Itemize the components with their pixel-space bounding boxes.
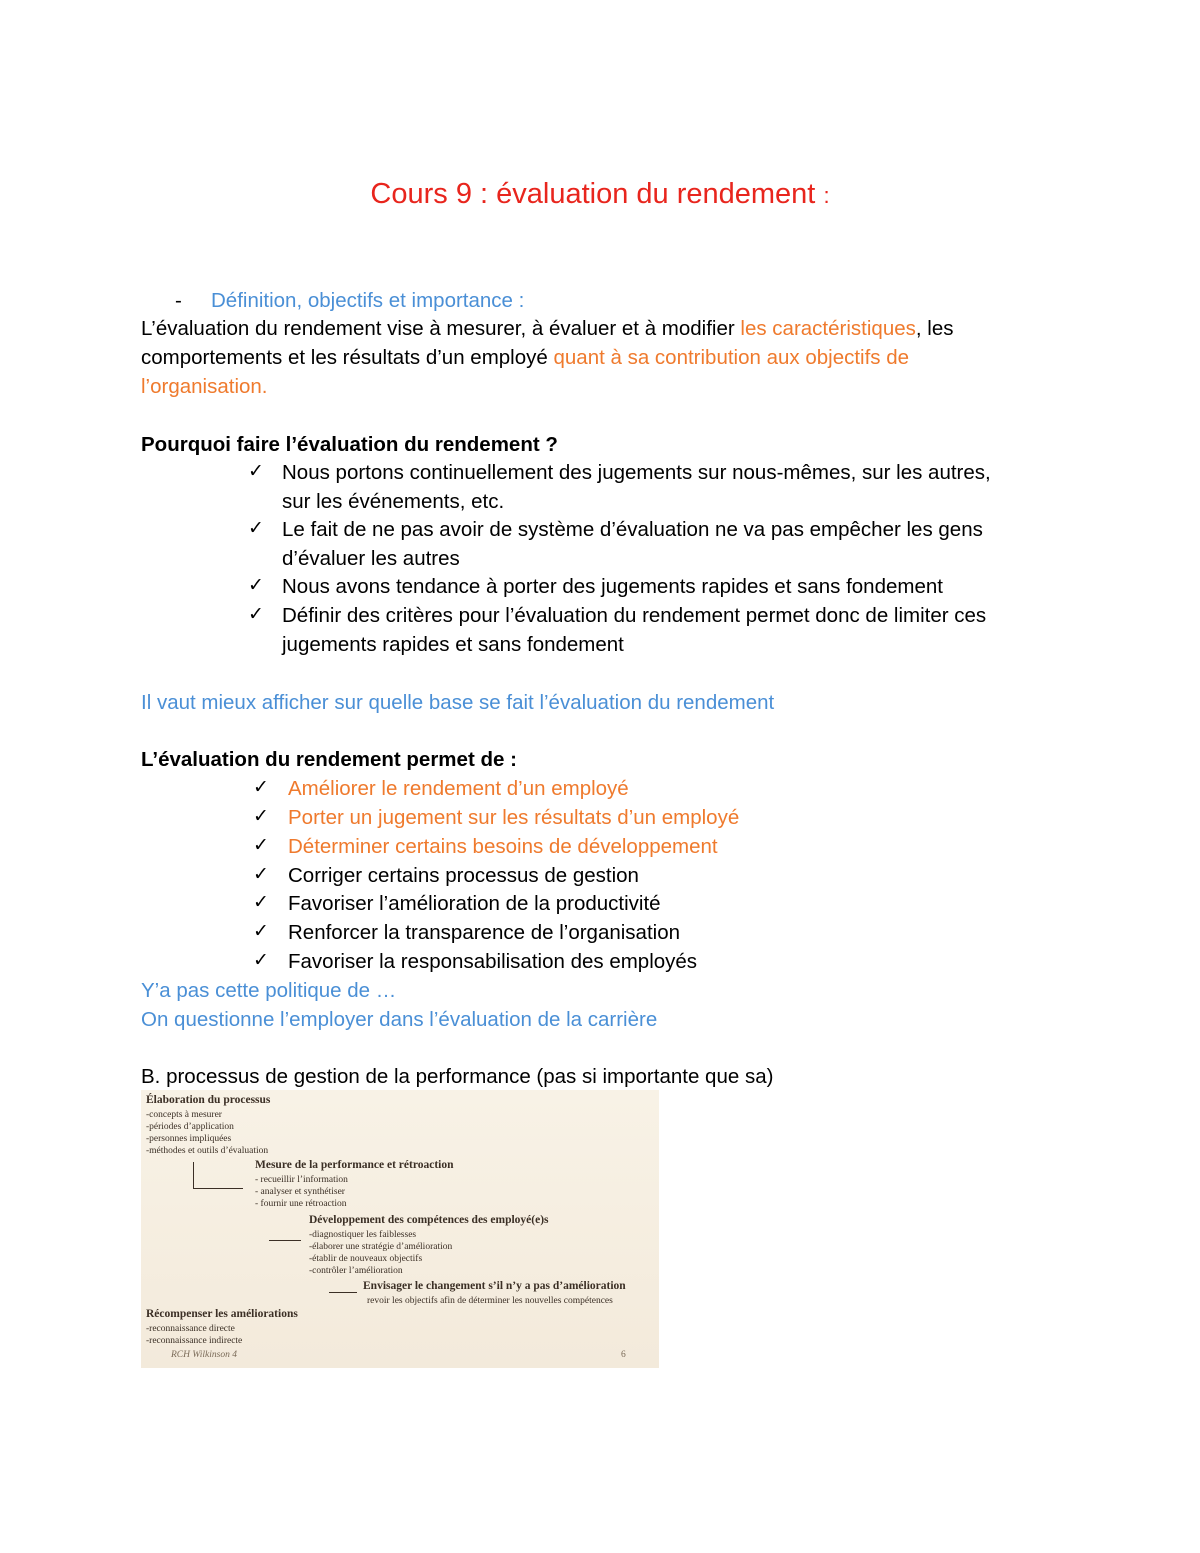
connector-line	[193, 1188, 243, 1189]
diagram-heading-developpement: Développement des compétences des employé(e)s	[309, 1214, 549, 1226]
check-icon: ✓	[248, 517, 264, 539]
title-colon: :	[823, 183, 830, 208]
check-icon: ✓	[248, 574, 264, 596]
diagram-heading-recompenser: Récompenser les améliorations	[146, 1308, 298, 1320]
highlight-segment: quant à sa contribution aux objectifs de	[553, 346, 910, 369]
title-text: Cours 9 : évaluation du rendement	[370, 178, 816, 210]
definition-line-2	[141, 343, 909, 372]
diagram-item: -contrôler l’amélioration	[309, 1266, 403, 1276]
diagram-item: - analyser et synthétiser	[255, 1187, 345, 1197]
highlight-segment: les caractéristiques	[740, 317, 916, 340]
permet-item-3: Déterminer certains besoins de développement	[288, 835, 718, 858]
note-politique: Y’a pas cette politique de …	[141, 979, 397, 1002]
list-dash: -	[175, 289, 182, 312]
check-icon: ✓	[248, 460, 264, 482]
permet-item-7: Favoriser la responsabilisation des employés	[288, 950, 698, 973]
why-item-4-line-2: jugements rapides et sans fondement	[282, 633, 624, 656]
why-item-4-line-1: Définir des critères pour l’évaluation du rendement permet donc de limiter ces	[282, 604, 987, 627]
diagram-heading-mesure: Mesure de la performance et rétroaction	[255, 1159, 454, 1171]
diagram-item: -diagnostiquer les faiblesses	[309, 1230, 417, 1240]
permet-item-1: Améliorer le rendement d’un employé	[288, 777, 629, 800]
check-icon: ✓	[253, 863, 269, 885]
why-item-3: Nous avons tendance à porter des jugements rapides et sans fondement	[282, 575, 943, 598]
definition-line-3: l’organisation.	[141, 375, 268, 398]
text-segment: comportements et les résultats d’un employé	[141, 346, 554, 369]
process-diagram	[141, 1090, 659, 1368]
check-icon: ✓	[248, 603, 264, 625]
permet-item-4: Corriger certains processus de gestion	[288, 864, 639, 887]
check-icon: ✓	[253, 834, 269, 856]
permet-item-2: Porter un jugement sur les résultats d’un employé	[288, 806, 740, 829]
permet-heading: L’évaluation du rendement permet de :	[141, 748, 517, 771]
definition-line-1	[141, 314, 953, 343]
note-carriere: On questionne l’employer dans l’évaluation de la carrière	[141, 1008, 658, 1031]
check-icon: ✓	[253, 776, 269, 798]
why-item-1-line-2: sur les événements, etc.	[282, 490, 505, 513]
diagram-item: - fournir une rétroaction	[255, 1199, 347, 1209]
diagram-item: -établir de nouveaux objectifs	[309, 1254, 423, 1264]
why-heading: Pourquoi faire l’évaluation du rendement ?	[141, 433, 558, 456]
diagram-heading-elaboration: Élaboration du processus	[146, 1094, 271, 1106]
diagram-item: -élaborer une stratégie d’amélioration	[309, 1242, 453, 1252]
diagram-item: - recueillir l’information	[255, 1175, 348, 1185]
diagram-item: -concepts à mesurer	[146, 1110, 222, 1120]
page-title	[0, 178, 1200, 211]
text-segment: , les	[915, 317, 954, 340]
permet-item-5: Favoriser l’amélioration de la productivité	[288, 892, 661, 915]
why-item-1-line-1: Nous portons continuellement des jugements sur nous-mêmes, sur les autres,	[282, 461, 991, 484]
check-icon: ✓	[253, 920, 269, 942]
diagram-item: -reconnaissance indirecte	[146, 1336, 243, 1346]
connector-line	[193, 1162, 194, 1188]
why-item-2-line-1: Le fait de ne pas avoir de système d’évaluation ne va pas empêcher les gens	[282, 518, 983, 541]
text-segment: L’évaluation du rendement vise à mesurer, à évaluer et à modifier	[141, 317, 741, 340]
check-icon: ✓	[253, 949, 269, 971]
diagram-heading-envisager: Envisager le changement s’il n’y a pas d’amélioration	[363, 1280, 626, 1292]
section-b-heading: B. processus de gestion de la performance (pas si importante que sa)	[141, 1065, 774, 1088]
arrow-line	[329, 1292, 357, 1293]
diagram-item: -reconnaissance directe	[146, 1324, 235, 1334]
diagram-item: -périodes d’application	[146, 1122, 234, 1132]
section-heading-definition: Définition, objectifs et importance :	[211, 289, 525, 312]
note-base: Il vaut mieux afficher sur quelle base se fait l’évaluation du rendement	[141, 691, 775, 714]
diagram-item: -personnes impliquées	[146, 1134, 232, 1144]
diagram-page-number: 6	[621, 1350, 626, 1360]
diagram-item: -méthodes et outils d’évaluation	[146, 1146, 269, 1156]
diagram-footer-left: RCH Wilkinson 4	[171, 1350, 237, 1360]
check-icon: ✓	[253, 891, 269, 913]
why-item-2-line-2: d’évaluer les autres	[282, 547, 460, 570]
arrow-line	[269, 1240, 301, 1241]
permet-item-6: Renforcer la transparence de l’organisation	[288, 921, 681, 944]
check-icon: ✓	[253, 805, 269, 827]
diagram-item: revoir les objectifs afin de déterminer les nouvelles compétences	[367, 1296, 613, 1306]
